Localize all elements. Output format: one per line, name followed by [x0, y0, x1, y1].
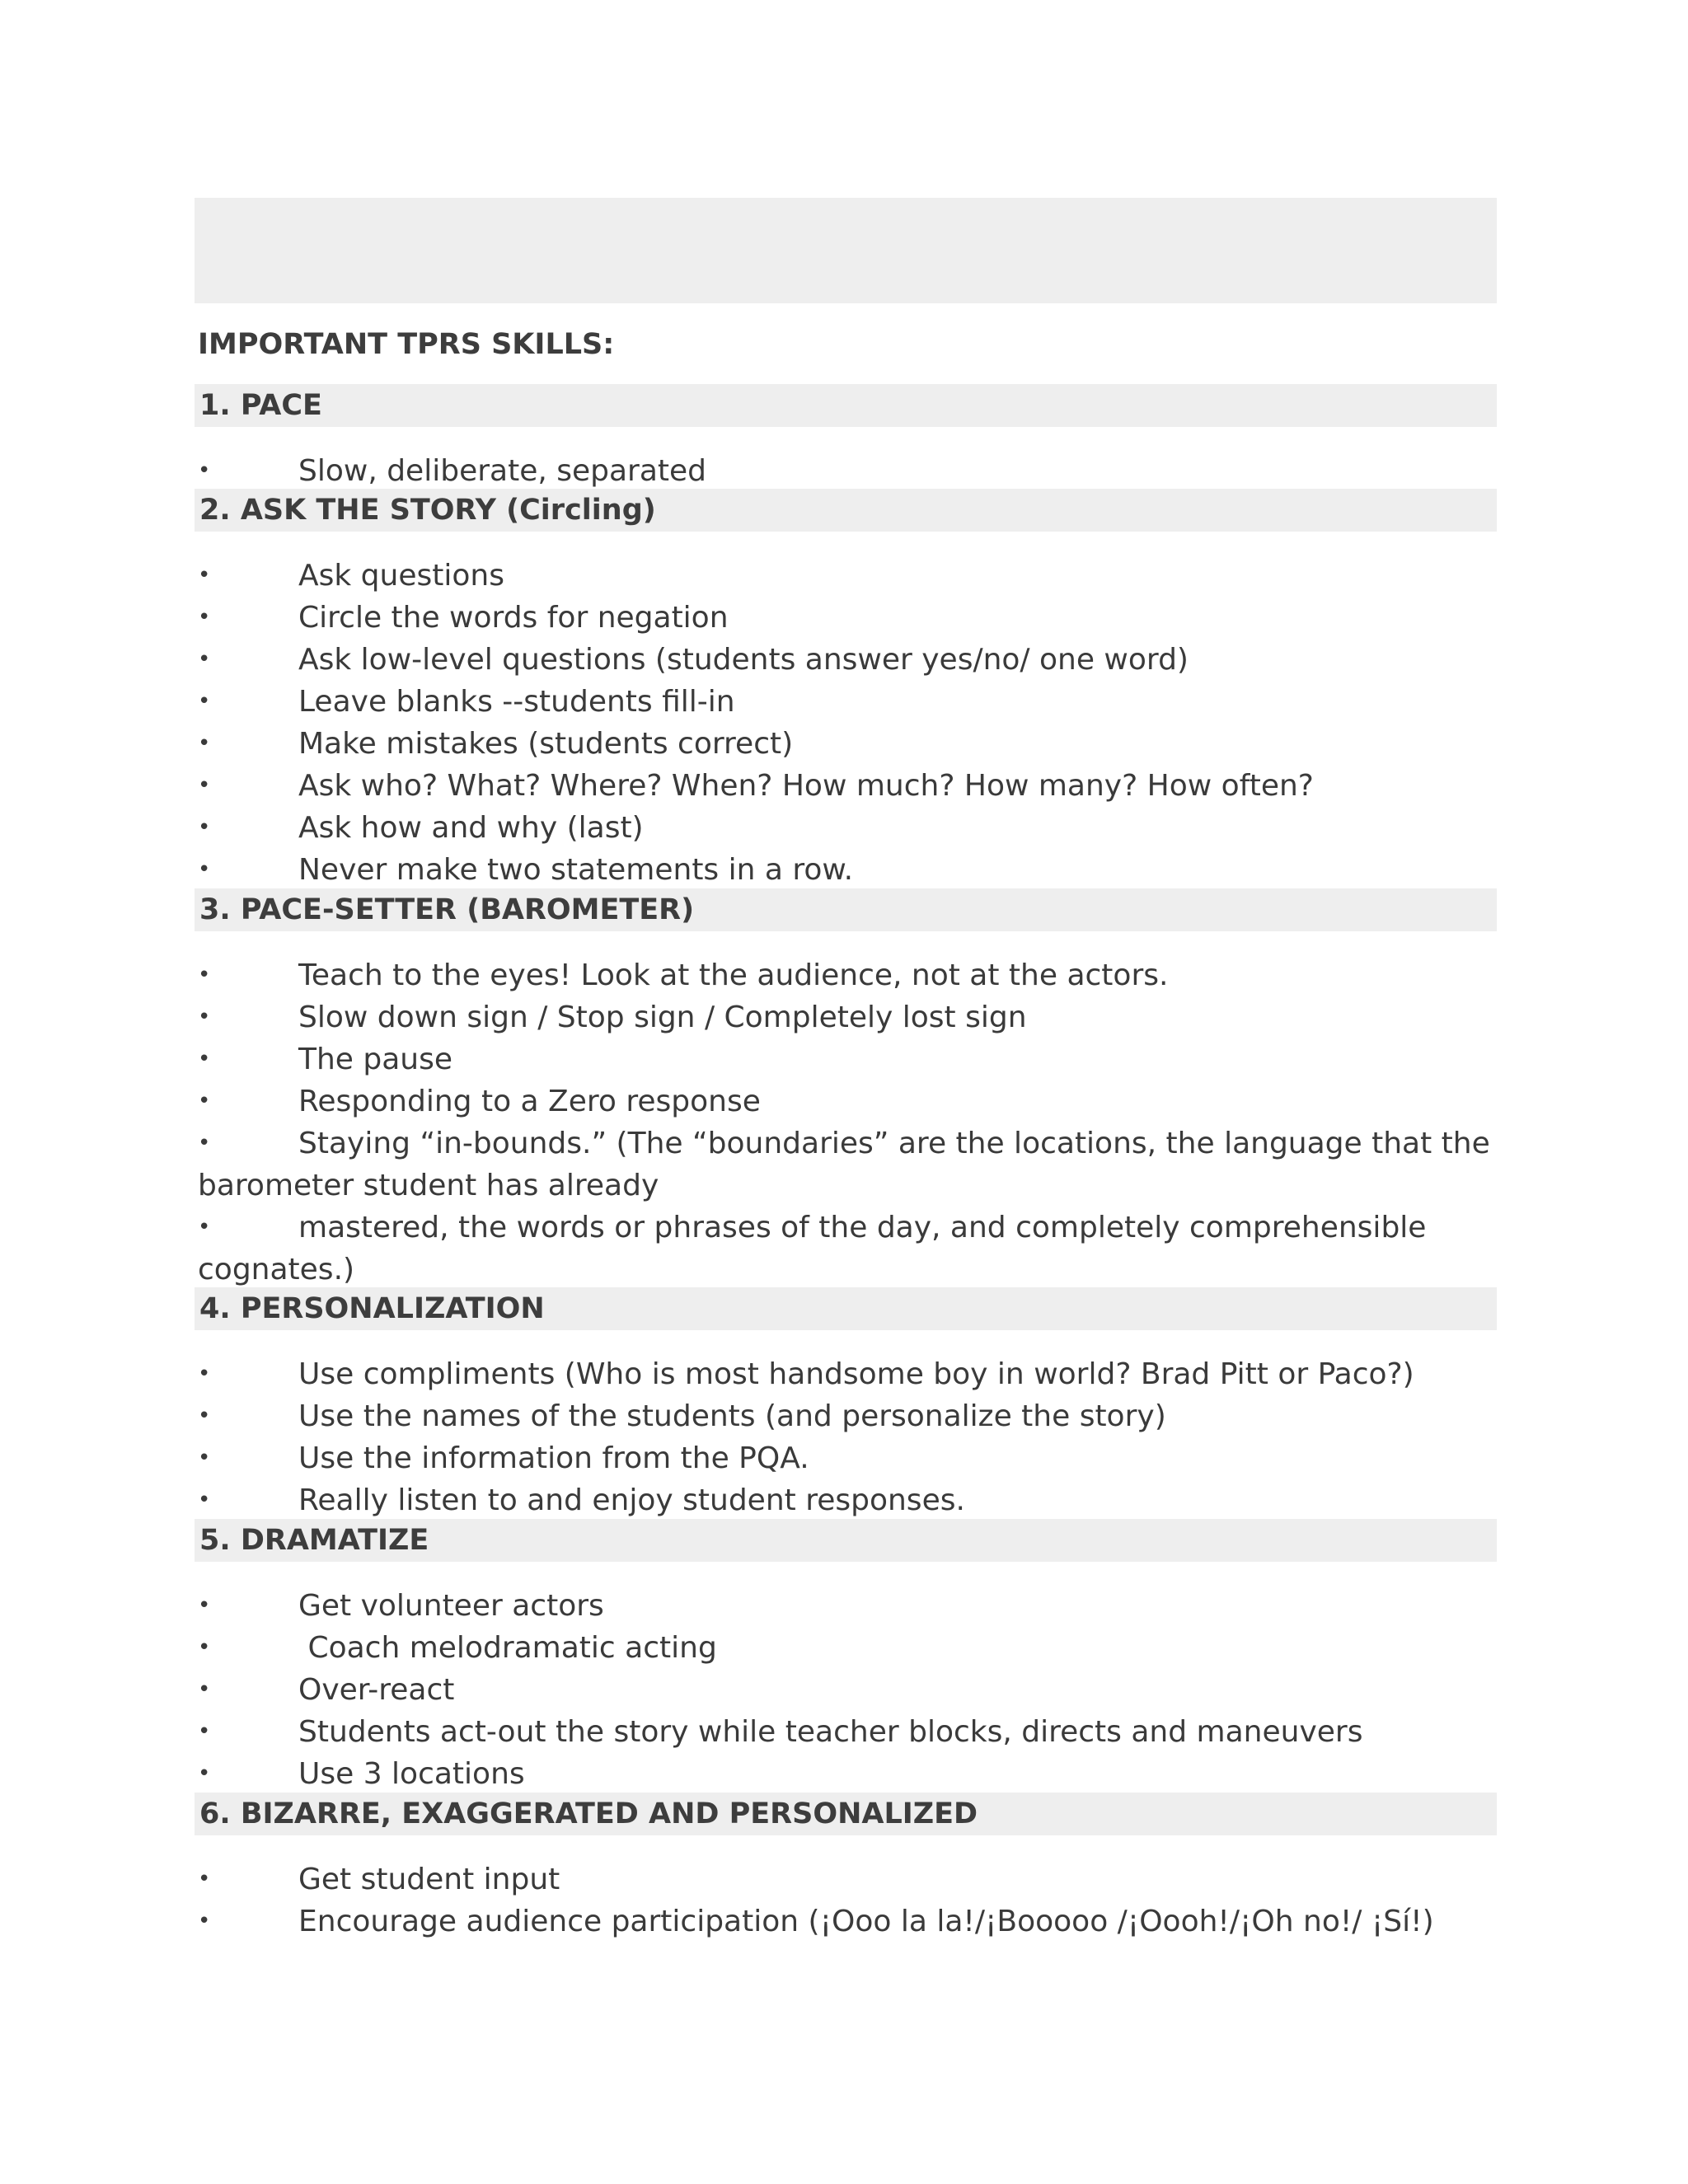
section-heading-pace: 1. PACE [195, 384, 1497, 427]
list-item-continuation: barometer student has already [198, 1169, 659, 1202]
bullet-icon: • [198, 458, 211, 483]
header-band [195, 198, 1497, 303]
bullet-icon: • [198, 605, 211, 630]
section-heading-ask-the-story: 2. ASK THE STORY (Circling) [195, 489, 1497, 532]
bullet-icon: • [198, 689, 211, 714]
section-heading-pace-setter: 3. PACE-SETTER (BAROMETER) [195, 888, 1497, 931]
bullet-icon: • [198, 1593, 211, 1618]
section-heading-personalization: 4. PERSONALIZATION [195, 1287, 1497, 1330]
bullet-icon: • [198, 1215, 211, 1240]
bullet-icon: • [198, 1761, 211, 1786]
bullet-icon: • [198, 731, 211, 756]
bullet-icon: • [198, 647, 211, 672]
bullet-icon: • [198, 857, 211, 882]
section-heading-dramatize: 5. DRAMATIZE [195, 1519, 1497, 1562]
bullet-icon: • [198, 815, 211, 840]
bullet-icon: • [198, 1089, 211, 1113]
bullet-icon: • [198, 1361, 211, 1386]
bullet-icon: • [198, 1404, 211, 1428]
bullet-icon: • [198, 1047, 211, 1071]
bullet-icon: • [198, 1677, 211, 1702]
list-item-continuation: cognates.) [198, 1253, 355, 1286]
bullet-icon: • [198, 1909, 211, 1933]
bullet-icon: • [198, 1488, 211, 1512]
page-title: IMPORTANT TPRS SKILLS: [198, 328, 615, 361]
bullet-icon: • [198, 1446, 211, 1470]
bullet-icon: • [198, 773, 211, 798]
bullet-icon: • [198, 963, 211, 987]
bullet-icon: • [198, 1635, 211, 1660]
bullet-icon: • [198, 563, 211, 588]
bullet-icon: • [198, 1719, 211, 1744]
bullet-icon: • [198, 1867, 211, 1891]
section-heading-bizarre: 6. BIZARRE, EXAGGERATED AND PERSONALIZED [195, 1793, 1497, 1835]
bullet-icon: • [198, 1005, 211, 1029]
bullet-icon: • [198, 1131, 211, 1155]
